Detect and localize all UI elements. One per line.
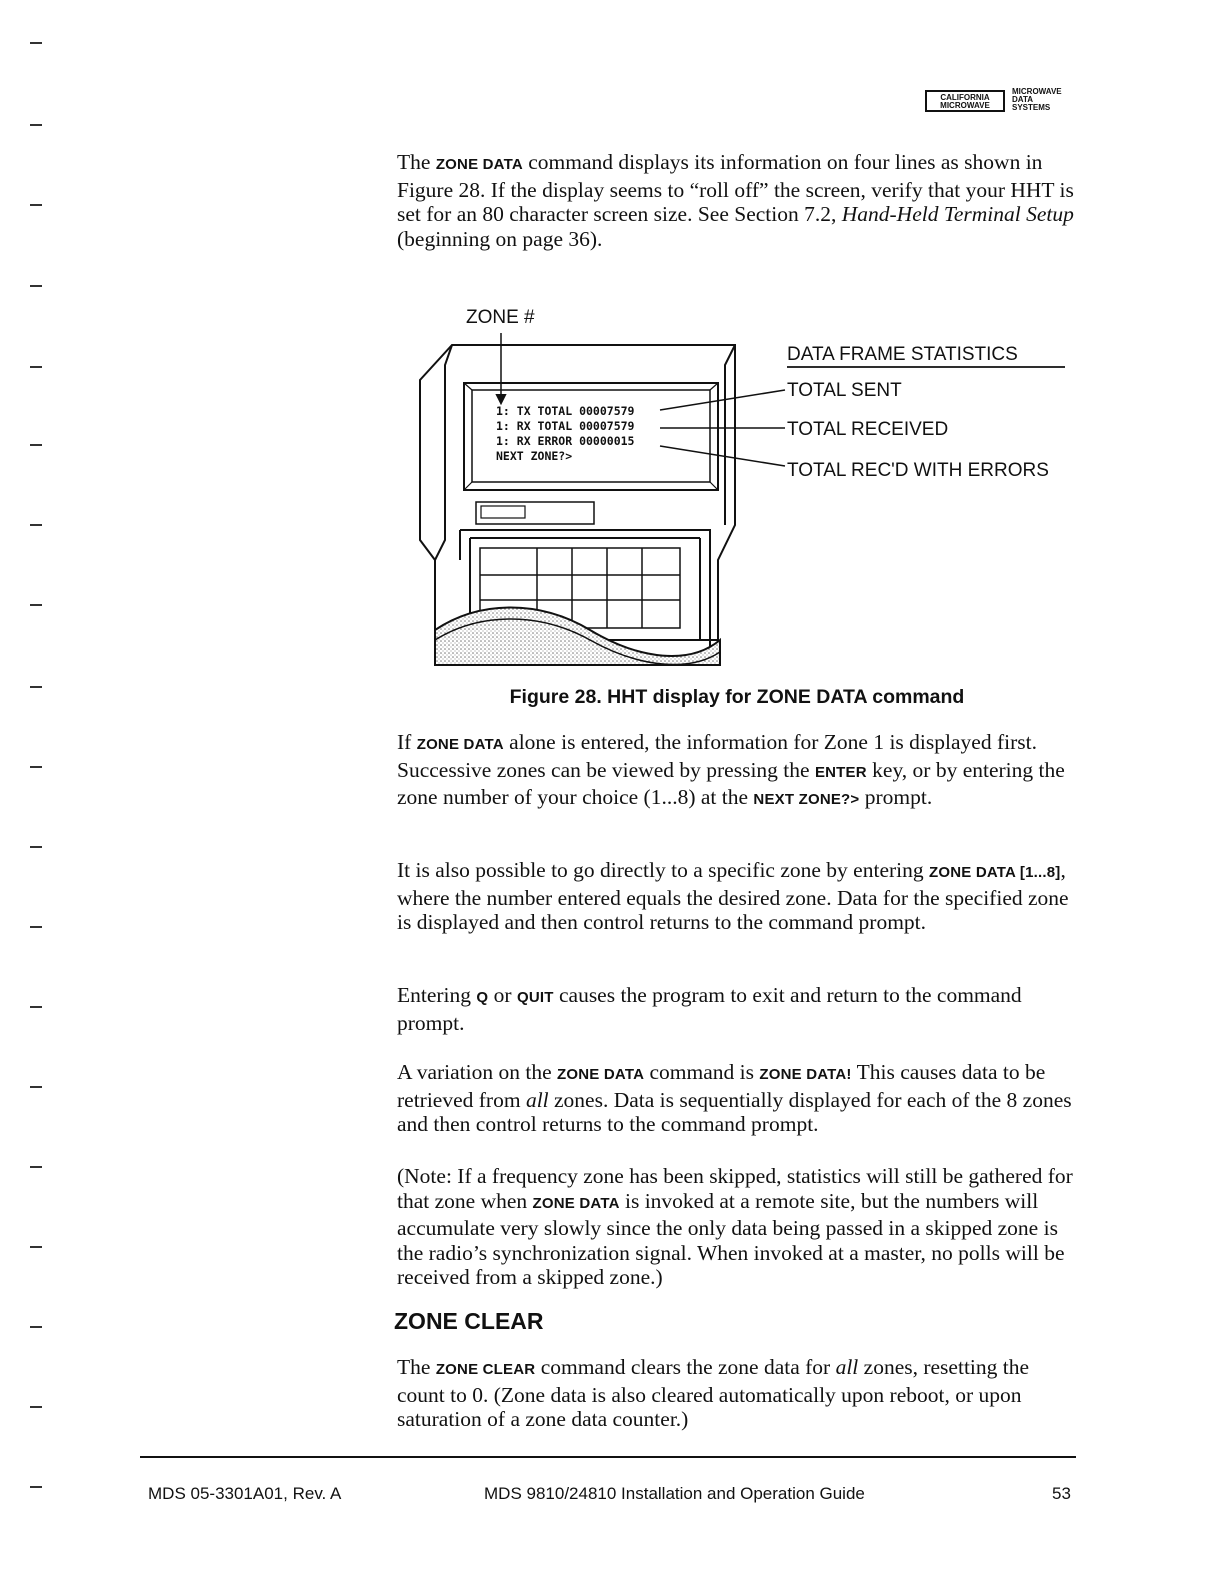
command-name: ZONE DATA [435,156,523,173]
margin-mark [30,1406,42,1408]
command-name: ZONE DATA [416,736,504,753]
margin-mark [30,846,42,848]
body-paragraph: A variation on the ZONE DATA command is ZONE DATA! This causes data to be retrieved from all zones. Data is sequentially displayed for each of the 8 zones and then control returns to the command prompt. [397,1060,1072,1136]
margin-mark [30,1246,42,1248]
footer-guide-title: MDS 9810/24810 Installation and Operation Guide [484,1484,865,1503]
command-name: ZONE CLEAR [435,1361,536,1378]
logo-word: MICROWAVE [1012,87,1062,96]
callout-total-errors: TOTAL REC'D WITH ERRORS [787,460,1049,481]
margin-mark [30,1326,42,1328]
body-paragraph: The ZONE CLEAR command clears the zone data for all zones, resetting the count to 0. (Zone data is also cleared automatically upon reboot, or upon saturation of a zone data counter.) [397,1355,1030,1431]
command-name: Q [476,989,489,1006]
margin-mark [30,926,42,928]
command-name: ZONE DATA [557,1066,645,1083]
margin-mark [30,1166,42,1168]
zone-number-label: ZONE # [466,307,535,328]
lcd-line: NEXT ZONE?> [496,449,573,463]
callout-total-sent: TOTAL SENT [787,380,902,401]
intro-paragraph: The ZONE DATA command displays its information on four lines as shown in Figure 28. If the display seems to “roll off” the screen, verify that your HHT is set for an 80 character screen size. See Section 7.2, Hand-Held Terminal Setup (beginning on page 36). [397,150,1074,251]
body-paragraph: It is also possible to go directly to a specific zone by entering ZONE DATA [1...8], where the number entered equals the desired zone. Data for the specified zone is displayed and then control returns to the command prompt. [397,858,1069,934]
command-name: ZONE DATA [1...8] [929,864,1061,881]
command-name: QUIT [516,989,554,1006]
footer-rule [140,1456,1076,1458]
callout-total-received: TOTAL RECEIVED [787,419,949,440]
margin-mark [30,1086,42,1088]
page-number: 53 [1052,1484,1071,1503]
stats-title: DATA FRAME STATISTICS [787,344,1018,365]
margin-mark [30,1486,42,1488]
section-reference: Hand-Held Terminal Setup [841,202,1074,226]
body-paragraph: If ZONE DATA alone is entered, the information for Zone 1 is displayed first. Successive zones can be viewed by pressing the ENTER key, or by entering the zone number of your choice (1...8) at the NEXT ZONE?> prompt. [397,730,1065,809]
margin-mark [30,766,42,768]
logo-box-line: CALIFORNIA [940,93,990,102]
body-paragraph: Entering Q or QUIT causes the program to exit and return to the command prompt. [397,983,1022,1035]
logo-word: DATA [1012,95,1034,104]
section-heading: ZONE CLEAR [394,1308,544,1334]
command-name: ZONE DATA [532,1194,620,1212]
lcd-line: 1: TX TOTAL 00007579 [496,404,635,418]
prompt-name: NEXT ZONE?> [753,791,860,808]
command-name: ZONE DATA! [759,1066,852,1083]
note-paragraph: (Note: If a frequency zone has been skipped, statistics will still be gathered for that zone when ZONE DATA is invoked at a remote site, but the numbers will accumulate very slowly since the only data being passed in a skipped zone is the radio’s synchronization signal. When invoked at a master, no polls will be received from a skipped zone.) [397,1164,1073,1289]
footer-doc-number: MDS 05-3301A01, Rev. A [148,1484,342,1503]
logo-word: SYSTEMS [1012,103,1051,112]
key-name: ENTER [814,763,867,781]
figure-caption: Figure 28. HHT display for ZONE DATA command [509,686,965,708]
margin-mark [30,1006,42,1008]
lcd-line: 1: RX TOTAL 00007579 [496,419,635,433]
lcd-line: 1: RX ERROR 00000015 [496,434,635,448]
logo-box-line: MICROWAVE [940,101,990,110]
hht-device-drawing [0,0,1224,700]
